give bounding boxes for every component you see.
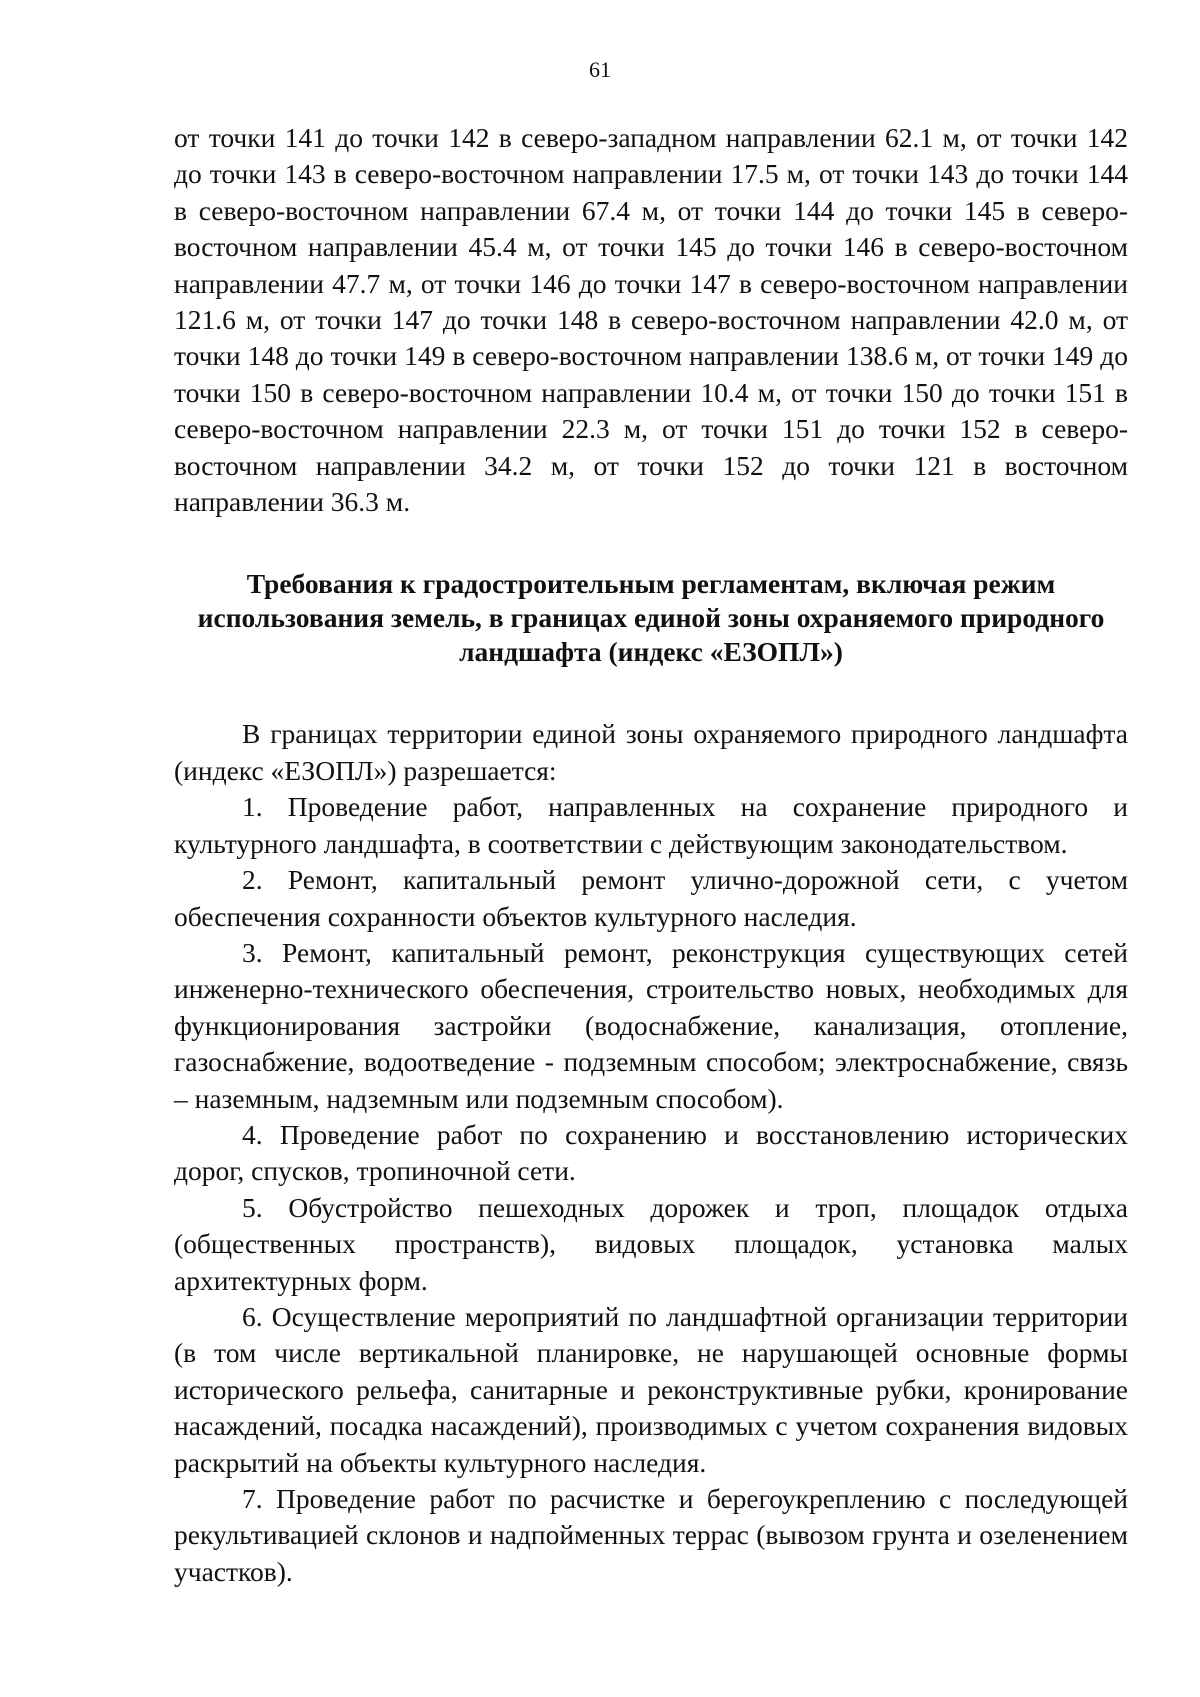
list-item-1: 1. Проведение работ, направленных на сохранение природного и культурного ландшафта, в соответствии с действующим законодательством. (174, 791, 1128, 859)
list-item-7: 7. Проведение работ по расчистке и берегоукреплению с последующей рекультивацией склонов и надпойменных террас (вывозом грунта и озеленением участков). (174, 1483, 1128, 1587)
page-number: 61 (589, 57, 611, 82)
section-heading-line: ландшафта (индекс «ЕЗОПЛ») (459, 636, 843, 668)
section-heading-line: использования земель, в границах единой зоны охраняемого природного (197, 602, 1105, 634)
section-heading (174, 567, 1128, 669)
list-item-3: 3. Ремонт, капитальный ремонт, реконструкция существующих сетей инженерно-технического обеспечения, строительство новых, необходимых для функционирования застройки (водоснабжение, канализация, отопление, газоснабжение, водоотведение - подземным способом; электроснабжение, связь – наземным, надземным или подземным способом). (174, 936, 1128, 1114)
boundary-description-paragraph: от точки 141 до точки 142 в северо-западном направлении 62.1 м, от точки 142 до точки 143 в северо-восточном направлении 17.5 м, от точки 143 до точки 144 в северо-восточном направлении 67.4 м, от точки 144 до точки 145 в северо-восточном направлении 45.4 м, от точки 145 до точки 146 в северо-восточном направлении 47.7 м, от точки 146 до точки 147 в северо-восточном направлении 121.6 м, от точки 147 до точки 148 в северо-восточном направлении 42.0 м, от точки 148 до точки 149 в северо-восточном направлении 138.6 м, от точки 149 до точки 150 в северо-восточном направлении 10.4 м, от точки 150 до точки 151 в северо-восточном направлении 22.3 м, от точки 151 до точки 152 в северо-восточном направлении 34.2 м, от точки 152 до точки 121 в восточном направлении 36.3 м. (174, 122, 1128, 518)
list-item-4: 4. Проведение работ по сохранению и восстановлению исторических дорог, спусков, тропиночной сети. (174, 1118, 1128, 1187)
section-heading-line: Требования к градостроительным регламентам, включая режим (246, 568, 1056, 600)
document-body (174, 120, 1128, 1590)
list-item-2: 2. Ремонт, капитальный ремонт улично-дорожной сети, с учетом обеспечения сохранности объектов культурного наследия. (174, 864, 1128, 932)
section-lead-paragraph: В границах территории единой зоны охраняемого природного ландшафта (индекс «ЕЗОПЛ») разрешается: (174, 718, 1128, 786)
list-item-6: 6. Осуществление мероприятий по ландшафтной организации территории (в том числе вертикальной планировке, не нарушающей основные формы исторического рельефа, санитарные и реконструктивные рубки, кронирование насаждений, посадка насаждений), производимых с учетом сохранения видовых раскрытий на объекты культурного наследия. (174, 1300, 1128, 1478)
list-item-5: 5. Обустройство пешеходных дорожек и троп, площадок отдыха (общественных пространств), видовых площадок, установка малых архитектурных форм. (174, 1191, 1128, 1296)
